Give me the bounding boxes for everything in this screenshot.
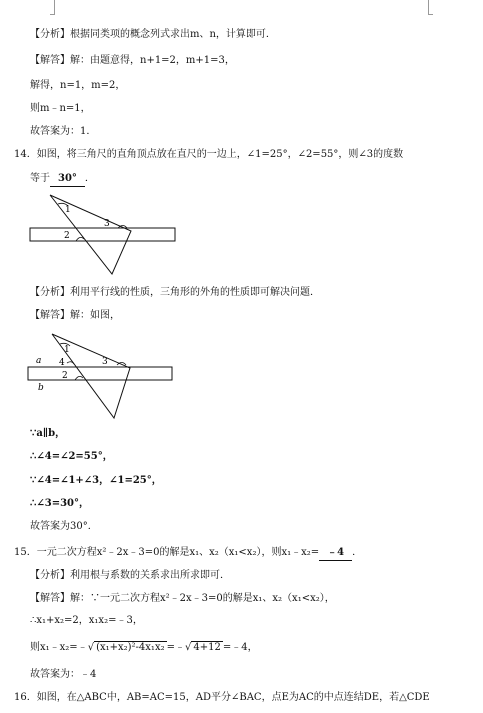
step2-suffix: =﹣4， [222, 642, 258, 653]
sqrt-sign-1: √ [87, 642, 95, 653]
question-14: 14．如图，将三角尺的直角顶点放在直尺的一边上，∠1=25°，∠2=55°，则∠3的度数 [14, 149, 404, 160]
q14-suffix: ． [84, 173, 95, 184]
question-15 [14, 546, 362, 561]
solution-15-step2 [30, 638, 258, 664]
analysis-15: 【分析】利用根与系数的关系求出所求即可． [30, 570, 230, 581]
q15-text: 15．一元二次方程x²﹣2x﹣3=0的解是x₁、x₂（x₁<x₂），则x₁﹣x₂= [14, 547, 320, 558]
solution-14-step3: ∵∠4=∠1+∠3，∠1=25°， [30, 475, 162, 486]
triangle [50, 195, 131, 274]
angle-label-1: 1 [65, 205, 71, 215]
question-14-blank-line [30, 172, 95, 187]
figure-14-solution [26, 330, 176, 422]
line-label-b: b [38, 383, 44, 393]
angle-arc-2 [76, 237, 84, 241]
answer-13: 故答案为：1． [30, 126, 97, 137]
answer-14: 故答案为30°． [30, 521, 98, 532]
angle-label-2: 2 [64, 231, 70, 241]
radicand-1: (x₁+x₂)²-4x₁x₂ [96, 642, 165, 653]
step2-mid: =﹣ [166, 642, 185, 653]
angle-label-2b: 2 [62, 371, 68, 381]
angle-arc-2b [75, 376, 83, 380]
solution-15-heading: 【解答】解：∵一元二次方程x²﹣2x﹣3=0的解是x₁、x₂（x₁<x₂）， [30, 593, 335, 604]
q15-answer-blank: ﹣4 [319, 546, 352, 561]
ruler [30, 228, 175, 241]
question-16: 16．如图，在△ABC中，AB=AC=15，AD平分∠BAC，点E为AC的中点连结DE，若△CDE [14, 692, 430, 703]
angle-label-3b: 3 [102, 357, 108, 367]
solution-14-heading: 【解答】解：如图， [30, 310, 120, 321]
q14-prefix: 等于 [30, 173, 50, 184]
solution-13-step2: 解得，n=1，m=2， [30, 80, 126, 91]
solution-13-step1: 【解答】解：由题意得，n+1=2，m+1=3， [30, 55, 235, 66]
analysis-14: 【分析】利用平行线的性质，三角形的外角的性质即可解决问题． [30, 287, 320, 298]
ruler-2 [28, 367, 172, 380]
solution-15-step1: ∴x₁+x₂=2，x₁x₂=﹣3， [30, 615, 143, 626]
angle-label-1b: 1 [64, 345, 70, 355]
crop-mark-top-left [50, 0, 55, 15]
q15-suffix: ． [352, 547, 363, 558]
solution-14-step1: ∵a∥b， [30, 428, 66, 439]
solution-14-step2: ∴∠4=∠2=55°， [30, 451, 113, 462]
sqrt-sign-2: √ [184, 642, 192, 653]
crop-mark-top-right [428, 0, 433, 15]
angle-label-3: 3 [104, 219, 110, 229]
angle-label-4: 4 [59, 358, 65, 368]
answer-15: 故答案为：﹣4 [30, 669, 97, 680]
line-label-a: a [36, 356, 42, 366]
solution-14-step4: ∴∠3=30°， [30, 498, 89, 509]
solution-13-step3: 则m﹣n=1， [30, 103, 91, 114]
figure-14 [28, 190, 178, 280]
q14-answer-blank: 30° [50, 172, 85, 187]
analysis-13: 【分析】根据同类项的概念列式求出m、n，计算即可． [30, 29, 276, 40]
radicand-2: 4+12 [193, 642, 221, 653]
step2-prefix: 则x₁﹣x₂=﹣ [30, 642, 88, 653]
